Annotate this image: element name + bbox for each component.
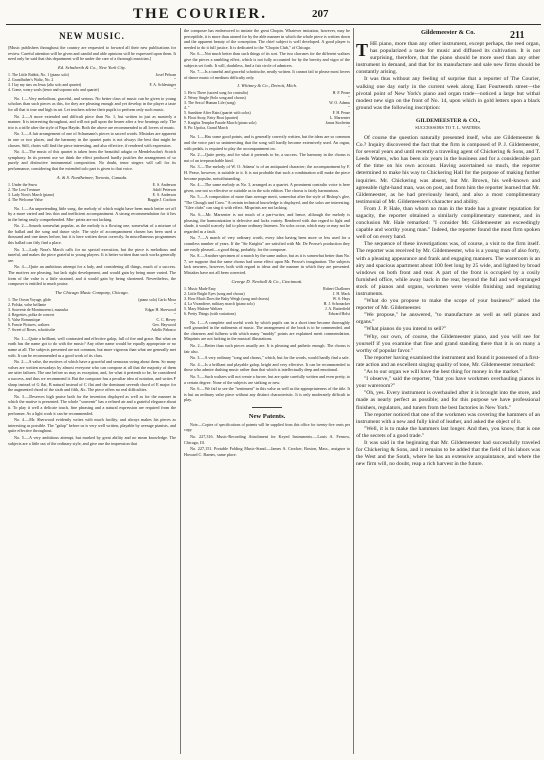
review-paragraph: the composer has endeavored to imitate the great Chopin. Whatever imitation, however, may be perceptible, it is more than atoned for by the able manner in which the whole piece is written down and the apparent beauty of the conception. The chief subject is well developed. A good player is needed to do it full justice. It is dedicated to the "Chopin Club," of Chicago.	[184, 28, 350, 50]
review-paragraph: No. 1.—Very melodious, graceful, and serious. No better class of music can be given to young scholars than such pieces as this, for they are pleasing enough and yet develop in the player a taste for all that is true and high in art. Let teachers advise their pupils to perform only such music.	[8, 95, 176, 112]
listing-author: "	[174, 302, 176, 307]
listing-row	[8, 88, 176, 93]
review-paragraph: No. 6.—Not much better than such things of its sort. The two choruses for the different waltzes give the pieces a rambling effect, which is not fully accounted for by the brevity and vigor of the subjects set forth. It will, doubtless, find a fair circle of admirers.	[184, 51, 350, 68]
page-number-right: 211	[510, 30, 525, 41]
listing-author: Janus Stocheim	[325, 121, 350, 126]
listing-title: 4. "	[184, 106, 190, 111]
review-paragraph: No. 3.—The melody of W. O. Adams' is of an antiquated character; the accompaniment by F. H. Pease, however, is suitable to it. It is not probable that such a combination will make the piece become popular, notwithstanding.	[184, 164, 350, 181]
listing-author: E. S. Anderson	[152, 192, 176, 197]
review-paragraph: No. 8.—Another specimen of a march by the same author, but as it is somewhat better than No. 7, we suppose that the same chorus had some effect upon Mr. Prosse's imagination. The subjects lack newness, however, both with regard to ideas and the manner in which they are presented. Mistakes have not all been corrected.	[184, 253, 350, 275]
review-paragraph: No. 3.—A very ordinary "song and chorus," which, but for the words, would hardly find a sale.	[190, 355, 350, 361]
review-paragraph: No. 1.—Has some good points, and is generally correctly written, but the ideas are so common and the voice part so uninteresting that the song will hardly become extensively used. An organ, with pedals, is required to play the accompaniment on.	[184, 134, 350, 151]
article-paragraph: "What pianos do you intend to sell?"	[364, 326, 447, 333]
listing-author: F. H. Pease	[332, 111, 350, 116]
column-divider	[180, 28, 181, 754]
review-paragraph: No. 4.—Mr. Sherwood evidently writes with much facility, and always makes his pieces as interesting as possible. The "galop" before us is very well written, playable by average pianists, and quite effective throughout.	[8, 417, 176, 434]
intro-paragraph: [Music publishers throughout the country are requested to forward all their new publications for review. Careful attention will be given and candid and able opinions will be expressed upon them. It need only be said that this department will be under the care of a thorough musician.]	[8, 45, 176, 62]
listing-author: W. O. Adams	[329, 101, 350, 106]
listing-title: 3. How Much Does the Baby Weigh (song and chorus)	[184, 296, 270, 301]
review-paragraph: No. 4.—The music of this quartet is taken from the beautiful adagio or Mendelssohn's Scotch symphony. In its present use we think the effect produced hardly justifies the arrangement of so purely and distinctive instrumental composition. No doubt, tenor singers will call for its performance, considering that the extended solo part is given to that voice.	[8, 149, 176, 171]
listing-author: C. C. Hovey	[156, 317, 176, 322]
article-paragraph: "Why, our own, of course, the Gildemeester piano, and you will see for yourself if you examine that fine and grand standing there that it is on many a worthy of popular favor."	[356, 333, 540, 354]
article-paragraph: Of course the question naturally presented itself, who are Gildemeester & Co.? Inquiry discovered the fact that the firm is composed of P. J. Gildemeester, for several years and until recently a traveling agent of Chickering & Sons, and T. Leeds Waters, who has been six years in the business and for a considerable part of the time on his own account. Having ascertained so much, the reporter determined to make his way to Chickering Hall for the purpose of making further inquiries. Mr. Chickering was absent, but Mr. Brown, his well-known and agreeable right-hand man, was on post, and from him the reporter learned that Mr. Gildemeester, as he had previously heard, and also a most complimentary testimonial of Mr. Gildemeester's character and ability.	[356, 134, 540, 205]
listing-author: "	[348, 126, 350, 131]
review-paragraph: No. 2.—A valse, the motives of which have a graceful and sensuous swing about them. So many valses are written nowadays by almost everyone who can compose at all that the majority of them are utter failures. The one before us may as exception, and, for what it pretends to be, be considered a success, and thus we recommend it. But the composer has a peculiar idea of notation, and writes F sharp instead of G flat, B natural instead of C flat and the dominant seventh chord of E major for the augmented chord of the sixth and fifth, &c. The piece offers no real difficulties.	[8, 359, 176, 393]
article-paragraph: The reporter noticed that one of the workmen was covering the hammers of an instrument with a new and fully kind of leather, and asked the object of it.	[356, 411, 540, 425]
listing-author: (piano solo) Carlo Mora	[138, 297, 176, 302]
listing-author: "	[174, 87, 176, 92]
listing	[184, 91, 350, 131]
section-rule	[252, 407, 282, 408]
listing-title: 3. The Sea of Human Life (song)	[184, 101, 236, 106]
listing	[8, 183, 176, 203]
listing-row	[8, 198, 176, 203]
publisher-heading: The Chicago Music Company, Chicago.	[55, 289, 129, 295]
review-paragraph: No. 1.—An unpretending little song, the melody of which might have been much better set off by a more varied and less thin and inefficient accompaniment. A strong recommendation for it lies in the being easily comprehended. Min- prints are not lacking.	[8, 205, 176, 222]
sign-inscription: GILDEMEESTER & CO.,	[415, 117, 481, 124]
listing-author: "	[348, 96, 350, 101]
review-paragraph: No. 1.—Quite a brilliant, well contrasted and effective galop, full of fire and grace. But what on earth has the name got to do with the music? Any other name would be equally appropriate or no name at all. The subjects presented are not common, but more vigorous than what are generally met with. It can be recommended as a good work of its class.	[8, 335, 176, 358]
review-paragraph: No. 2.—A more extended and difficult piece than No. 1, but written in just as masterly a manner. It is interesting throughout, and will not pall upon the hearer after a few hearings only. The trio is a trifle after the style of Papa Haydn. Both the above are recommended to all lovers of music.	[8, 113, 176, 130]
listing-title: 1. The Ocean Voyage, glide	[8, 297, 52, 302]
listing-title: 2. The Lost Treasure	[8, 187, 41, 192]
article-paragraph: The sequence of these investigations was, of course, a visit to the firm itself. The reporter was received by Mr. Gildemeester, who is a young man of also forty, with a pleasing appearance and frank and engaging manners. The wareroom is an airy and spacious apartment about 100 feet long by 25 wide, and lighted by broad windows on both front and rear. A part of the front is occupied by a cosily furnished office, while away back in the rear, beyond the full and well-arranged stock of pianos and organs, workmen were visible finishing and regulating instruments.	[356, 241, 540, 297]
column-gildemeester	[356, 28, 540, 756]
listing-author: H. J. Schonacker	[323, 301, 350, 306]
listing-title: 5. Valse Romantique	[8, 317, 41, 322]
listing-author: H. F. Pease	[332, 91, 350, 96]
listing-row	[8, 328, 176, 333]
article-paragraph: "We propose," he answered, "to manufacture as well as sell pianos and organs."	[356, 312, 540, 326]
patent-entry: No. 227,316. Music-Recording Attachment for Keyed Instruments.—Louis A. Fernow, Chicago, Ill.	[184, 433, 350, 445]
listing-author: W. S. Hays	[332, 296, 350, 301]
publisher-heading: Ed. Schuberth & Co., New York City.	[58, 64, 126, 70]
listing-author: J. A. Butterfield	[325, 306, 350, 311]
listing-author: "	[174, 77, 176, 82]
review-paragraph: No. 7.—A march of very ordinary worth, every idea having been more or less used for a countless number of years. If the "Sir Knights" are satisfied with Mr. De Prosse's production they are easily pleased—a good thing, probably, for the composer.	[184, 235, 350, 252]
review-paragraph: No. 5.—Such waltzes will not create a furore, but are quite carefully written and even pretty, to a certain degree. None of the subjects are striking or new.	[184, 373, 350, 385]
article-paragraph: "Well, it is to make the hammers last longer. And then, you know, that is one of the secrets of a good trade."	[356, 425, 540, 439]
review-paragraph: No. 2.—Quite pretty, and for what it pretends to be, a success. The harmony in the chorus is not of an irreproachable kind.	[184, 152, 350, 163]
section-title: NEW MUSIC.	[59, 31, 125, 41]
listing-author: E. S. Anderson	[152, 182, 176, 187]
masthead: THE COURIER.	[132, 6, 268, 22]
lead-paragraph	[356, 41, 540, 76]
publisher-heading: A. & S. Nordheimer, Toronto, Canada.	[56, 174, 128, 180]
review-paragraph: No. 3.—Deserves high praise both for the invention displayed as well as for the manner in which the motive is presented. The whole "souvenir" has a refined air and a grateful elegance about it. To play it well a delicate touch, fine phrasing and a natural expression are required from the performer. As a light work it can be recommended.	[8, 393, 176, 416]
listing-author: Adolfo Pabasco	[151, 327, 176, 332]
publisher-heading: George D. Newhall & Co., Cincinnati.	[231, 278, 303, 284]
review-paragraph: No. 3.—A fair arrangement of one of Schumann's pieces to sacred words. Mistakes are apparent in one or two places, and the harmony in the quartet parts is not always the best that might be chosen. Still, choirs will find the piece interesting, and also effective, if rendered with expression.	[8, 131, 176, 148]
article-paragraph: "What do you propose to make the scope of your business?" asked the reporter of Mr. Gildemeester.	[356, 298, 540, 312]
review-paragraph: No. 2.—Better than such pieces usually are. It is pleasing and pathetic enough. The chorus is fair also.	[184, 342, 350, 354]
listing-title: 4. The Welcome Valse	[8, 197, 43, 202]
sign-subline: SUCCESSORS TO T. L. WATERS.	[415, 124, 481, 130]
article-paragraph: It was said in the beginning that Mr. Gildemeester had successfully traveled for Chickering & Sons, and it remains to be added that the field of his labors was the West and the South, where he has an extensive acquaintance, and where the new firm will, no doubt, reap a rich harvest in the future.	[356, 439, 540, 468]
listing-author: L. Marsenter	[329, 116, 350, 121]
listing-title: 7. Sweet of Roses, schottische	[8, 327, 56, 332]
review-paragraph: No. 6.—We fail to see the "sentiment" in this valse as well as the appropriateness of the title. It is but an ordinary valse piece without any distinct characteristic. It is only moderately difficult to play.	[184, 386, 350, 403]
review-paragraph: No. 4.—Is a brilliant and playable galop, bright and very effective. It can be recommended to those who admire dashing music rather than that which is intellectually deep and emotional.	[184, 361, 350, 373]
listing-title: 1. The Little Rabbit, No. 1 (piano solo)	[8, 72, 69, 77]
listing-title: 4. La Vivandiere, military march (piano solo)	[184, 301, 255, 306]
article-body	[356, 41, 540, 468]
listing-title: 1. Under the Snow	[8, 182, 38, 187]
listing-row	[184, 126, 350, 131]
review-paragraph: No. 5.—A composition of more than average merit, somewhat after the style of Bishop's glee, "The Chough and Crow." A certain technical knowledge is displayed, and the solos are interesting. "Glee clubs" can sing it with effect. Misprints are not lacking.	[184, 194, 350, 211]
patents-title: New Patents.	[248, 412, 286, 420]
listing-row	[184, 312, 350, 317]
listing-title: 5. Mary Malone Waltzes	[184, 306, 223, 311]
listing-title: 3. I lay my sins on Jesus (alto solo and quartet)	[8, 82, 82, 87]
listing-title: 6. Float Away, Fairy Boat (quartet)	[184, 116, 239, 121]
listing-title: 2. Little Bright Eyes (song and chorus)	[184, 291, 245, 296]
publisher-heading: J. Whitney & Co., Detroit, Mich.	[236, 83, 298, 89]
listing-title: 3. Lady Nora's March (piano)	[8, 192, 55, 197]
listing-title: 1. Music Made Easy	[184, 286, 216, 291]
article-paragraph: From J. P. Hale, than whom no man in the trade has a greater reputation for sagacity, the reporter obtained a similarly complimentary statement, and in conclusion Mr. Hale remarked: "I consider Mr. Gildemeester an exceedingly capable and worthy young man." Indeed, the reporter found the most firm spoken well of on every hand.	[356, 205, 540, 241]
listing-author: Baggie J. Coolson	[147, 197, 176, 202]
listing-title: 2. Weary Single (Solo song and chorus)	[184, 96, 246, 101]
column-new-music	[8, 28, 176, 756]
review-paragraph: No. 1.—A complete and useful work by which pupils can in a short time become thoroughly well grounded in the rudiments of music. The arrangement of the book is to be commended, and the clearness and fullness with which many "muddy" points are explained merit commendation. Misprints are not lacking in the musical illustrations.	[184, 319, 350, 342]
drop-cap: T	[356, 40, 369, 60]
listing-author: Edward Holst	[328, 311, 350, 316]
listing	[8, 298, 176, 333]
article-paragraph: "Oh, yes. Every instrument is overhauled after it is brought into the store, and made as nearly perfect as possible; and for this purpose we have professional finishers, regulators, and tuners from the best factories in New York."	[356, 390, 540, 411]
listing	[8, 73, 176, 93]
listing-title: 7. Knights Templar Parade March (piano solo)	[184, 121, 257, 126]
column-divider	[353, 28, 354, 754]
listing-title: 2. Polska, valse brillante	[8, 302, 47, 307]
header-rule	[6, 24, 541, 25]
listing-author: F. A. Schlesinger	[149, 82, 176, 87]
listing-title: 3. Souvenir de Montmorenci, mazurka	[8, 307, 69, 312]
listing-author: Josef Pehcan	[155, 72, 176, 77]
article-paragraph: "I observe," said the reporter, "that you have workmen overhauling pianos in your wareroom?"	[356, 376, 540, 390]
listing-author: "	[174, 312, 176, 317]
article-title: Gildemeester & Co.	[420, 29, 475, 36]
review-paragraph: No. 4.—Quite an ambitious attempt for a lady, and considering all things, much of a success. The motives are pleasing, but lack right development, and would gain by being more varied. The form of the valse is a little strained, and it would gain by being shortened. Nevertheless, the composer is entitled to much praise.	[8, 264, 176, 287]
listing-author: Edgar H. Sherwood	[145, 307, 176, 312]
review-paragraph: No. 4.—The same melody as No. 3, arranged as a quartet. A prominent contralto voice is here given, one not so effective or suitable as in the solo edition. The chorus is fairly harmonious.	[184, 182, 350, 193]
listing-title: 6. Pretty Things (with variations)	[184, 311, 236, 316]
listing-title: 2. Grandfather's Waltz, No. 2	[8, 77, 54, 82]
listing	[184, 287, 350, 317]
column-reviews-continued	[184, 28, 350, 756]
article-paragraph: It was thus without any feeling of surprise that a reporter of The Courier, walking one day early in the current week along East Fourteenth street—the pivotal point of New York's piano and organ trade—noticed a large but withal modest new sign on the front of No. 14, upon which in gold letters upon a black ground was the following inscription:	[356, 76, 540, 111]
listing-title: 1. He is There (sacred song for contralto)	[184, 91, 249, 96]
patent-entry: No. 227,151. Portable Folding Music-Stand.—James A. Crocker, Boston, Mass., assignor to Howard C. Barnes, same place.	[184, 446, 350, 457]
listing-author: "	[348, 106, 350, 111]
listing-title: 4. Come, weary souls (tenor and soprano solo and quartet)	[8, 87, 99, 92]
listing-title: 5. Sunshine After Rain (quartet with solos)	[184, 111, 251, 116]
article-paragraph: "As to our organ we will have the best thing for money in the market."	[364, 369, 522, 376]
listing-author: Robert Challoner	[323, 286, 350, 291]
listing-title: 8. Pic Upolca, Grand March	[184, 126, 228, 131]
page-number-left: 207	[312, 8, 329, 20]
listing-author: J. H. Mack	[332, 291, 350, 296]
review-paragraph: No. 7.—Is a tuneful and graceful schottische, neatly written. It cannot fail to please most lovers of dance music of medium difficulty only.	[184, 69, 350, 80]
listing-author: Adolf Peterson	[152, 187, 176, 192]
review-paragraph: No. 6.—Mr. Marsenter is not much of a part-writer, and hence, although the melody is pleasing, the harmonization is defective and lacks variety. Rendered with due regard to light and shade, it would scarcely fail to please ordinary listeners. No solos occur, which may or may not be regarded as a fault.	[184, 212, 350, 234]
article-paragraph: The reporter having examined the instrument and found it possessed of a first-rate action and an excellent singing quality of tone, Mr. Gildemeester remarked:	[356, 354, 540, 368]
review-paragraph: No. 2.—Sounds somewhat popular, as the melody is a flowing one, somewhat of a mixture of the ballad and the song and dance style. The style of accompaniment chosen has been used a thousand and one times before, but it is here written down correctly. In miscellaneous programmes this ballad can fitly find a place.	[8, 223, 176, 246]
listing-author: Geo. Haywood	[152, 322, 176, 327]
review-paragraph: No. 3.—Lady Nora's March calls for no special execution, but the piece is melodious and tuneful, and makes the piece grateful to young players. It is better written than such works generally are.	[8, 246, 176, 263]
patents-note: Note.—Copies of specifications of patents will be supplied from this office for twenty-five cents per copy.	[184, 422, 350, 432]
listing-title: 6. Fancie Pictures, waltzes	[8, 322, 50, 327]
listing-title: 4. Regrettes, polka de concert	[8, 312, 55, 317]
lead-text: HE piano, more than any other instrument, except perhaps, the reed organ, has popularized a taste for music and diffused its cultivation. It is not surprising, therefore, that the piano should be more used than any other instrument in demand, and that for its manufacture and sale new firms should be constantly arising.	[356, 41, 540, 76]
review-paragraph: No. 5.—A very ambitious attempt, but marked by great ability and no mean knowledge. The subjects are a little out of the ordinary style, and give one the impression that	[8, 434, 176, 446]
